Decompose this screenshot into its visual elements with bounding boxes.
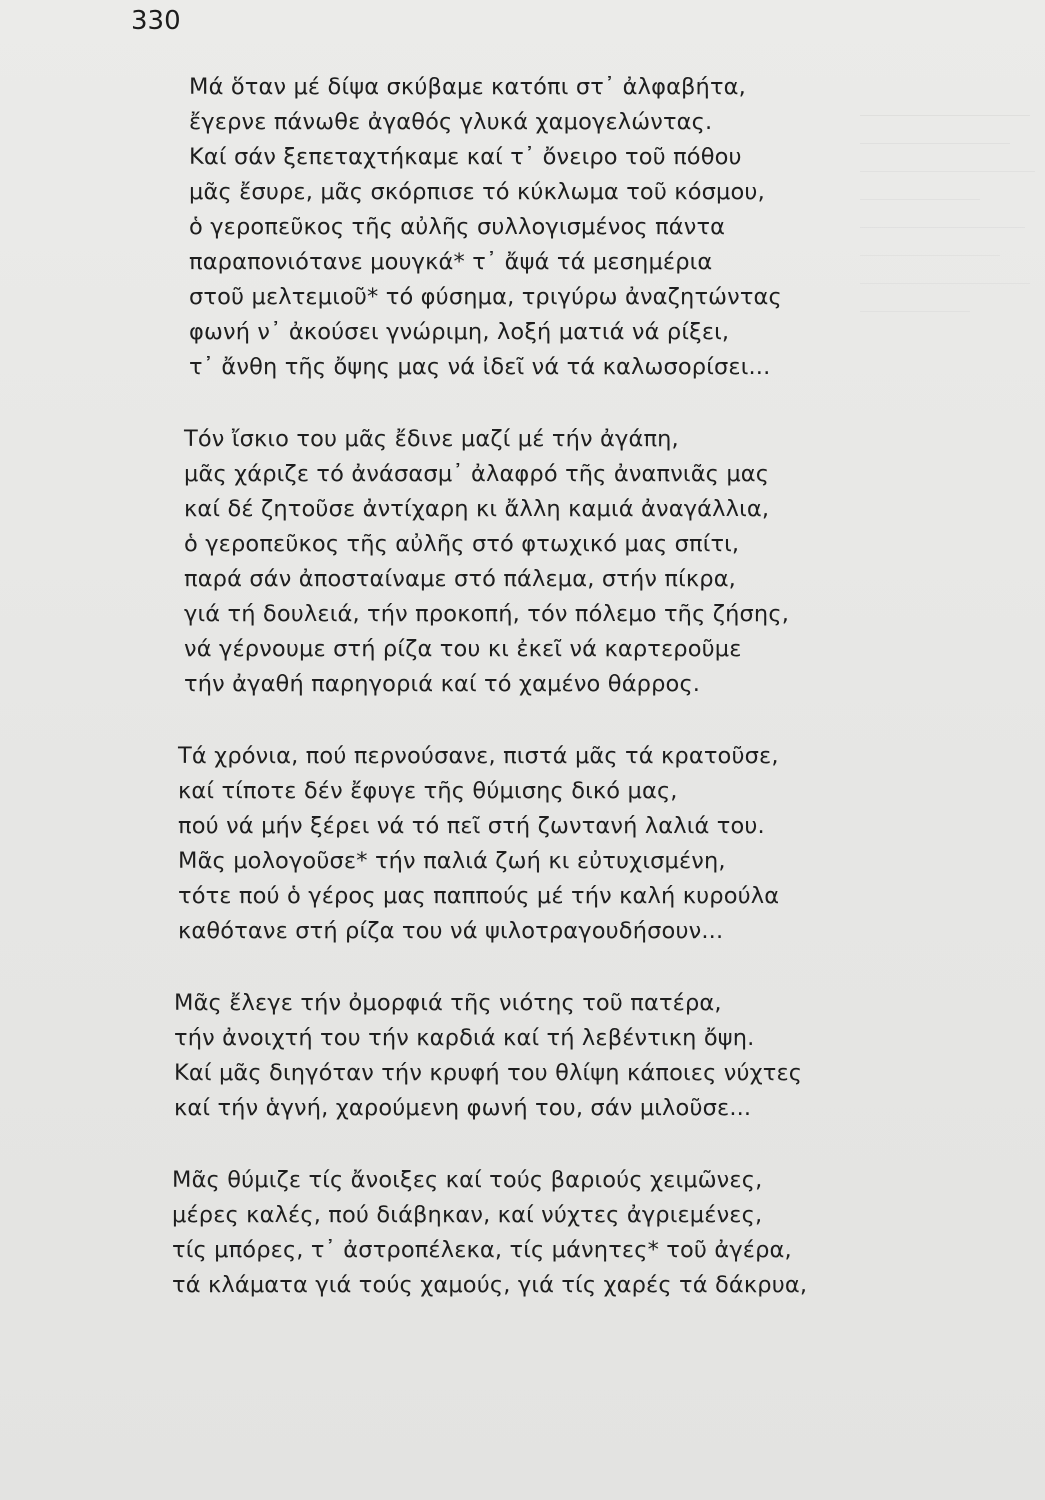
verse-line: τά κλάματα γιά τούς χαμούς, γιά τίς χαρές τά δάκρυα, [172, 1272, 808, 1298]
verse-line: καί τίποτε δέν ἔφυγε τῆς θύμισης δικό μας, [178, 778, 678, 804]
verse-line: Καί μᾶς διηγόταν τήν κρυφή του θλίψη κάποιες νύχτες [174, 1060, 803, 1086]
verse-line: ἔγερνε πάνωθε ἀγαθός γλυκά χαμογελώντας. [189, 109, 713, 135]
stanza-3 [0, 739, 1045, 949]
verse-line: φωνή ν᾽ ἀκούσει γνώριμη, λοξή ματιά νά ρίξει, [189, 319, 730, 345]
verse-line: μέρες καλές, πού διάβηκαν, καί νύχτες ἀγριεμένες, [172, 1202, 763, 1228]
verse-line: καθότανε στή ρίζα του νά ψιλοτραγουδήσουν... [178, 918, 724, 944]
verse-line: παρά σάν ἀποσταίναμε στό πάλεμα, στήν πίκρα, [184, 566, 736, 592]
verse-line: μᾶς χάριζε τό ἀνάσασμ᾽ ἀλαφρό τῆς ἀναπνιᾶς μας [184, 461, 770, 487]
verse-line: τήν ἀγαθή παρηγοριά καί τό χαμένο θάρρος. [184, 671, 701, 697]
verse-line: Τόν ἴσκιο του μᾶς ἔδινε μαζί μέ τήν ἀγάπη, [184, 426, 679, 452]
verse-line: τήν ἀνοιχτή του τήν καρδιά καί τή λεβέντικη ὄψη. [174, 1025, 755, 1051]
verse-line: γιά τή δουλειά, τήν προκοπή, τόν πόλεμο τῆς ζήσης, [184, 601, 790, 627]
page-number: 330 [131, 6, 181, 36]
verse-line: πού νά μήν ξέρει νά τό πεῖ στή ζωντανή λαλιά του. [178, 813, 765, 839]
stanza-4 [0, 986, 1045, 1126]
verse-line: τότε πού ὁ γέρος μας παππούς μέ τήν καλή κυρούλα [178, 883, 780, 909]
verse-line: Μά ὅταν μέ δίψα σκύβαμε κατόπι στ᾽ ἀλφαβήτα, [189, 74, 746, 100]
verse-line: τίς μπόρες, τ᾽ ἀστροπέλεκα, τίς μάνητες* τοῦ ἀγέρα, [172, 1237, 792, 1263]
verse-line: παραπονιότανε μουγκά* τ᾽ ἄψά τά μεσημέρια [189, 249, 713, 275]
verse-line: Μᾶς μολογοῦσε* τήν παλιά ζωή κι εὐτυχισμένη, [178, 848, 726, 874]
verse-line: τ᾽ ἄνθη τῆς ὄψης μας νά ἰδεῖ νά τά καλωσορίσει... [189, 354, 771, 380]
verse-line: Τά χρόνια, πού περνούσανε, πιστά μᾶς τά κρατοῦσε, [178, 743, 779, 769]
verse-line: Μᾶς θύμιζε τίς ἄνοιξες καί τούς βαριούς χειμῶνες, [172, 1167, 763, 1193]
verse-line: ὁ γεροπεῦκος τῆς αὐλῆς στό φτωχικό μας σπίτι, [184, 531, 740, 557]
poem-body [0, 70, 1045, 1303]
verse-line: μᾶς ἔσυρε, μᾶς σκόρπισε τό κύκλωμα τοῦ κόσμου, [189, 179, 765, 205]
verse-line: ὁ γεροπεῦκος τῆς αὐλῆς συλλογισμένος πάντα [189, 214, 726, 240]
verse-line: καί δέ ζητοῦσε ἀντίχαρη κι ἄλλη καμιά ἀναγάλλια, [184, 496, 770, 522]
verse-line: Μᾶς ἔλεγε τήν ὀμορφιά τῆς νιότης τοῦ πατέρα, [174, 990, 722, 1016]
verse-line: νά γέρνουμε στή ρίζα του κι ἐκεῖ νά καρτεροῦμε [184, 636, 742, 662]
stanza-5 [0, 1163, 1045, 1303]
verse-line: Καί σάν ξεπεταχτήκαμε καί τ᾽ ὄνειρο τοῦ πόθου [189, 144, 742, 170]
stanza-1 [0, 70, 1045, 385]
stanza-2 [0, 422, 1045, 702]
verse-line: καί τήν ἁγνή, χαρούμενη φωνή του, σάν μιλοῦσε... [174, 1095, 752, 1121]
verse-line: στοῦ μελτεμιοῦ* τό φύσημα, τριγύρω ἀναζητώντας [189, 284, 782, 310]
